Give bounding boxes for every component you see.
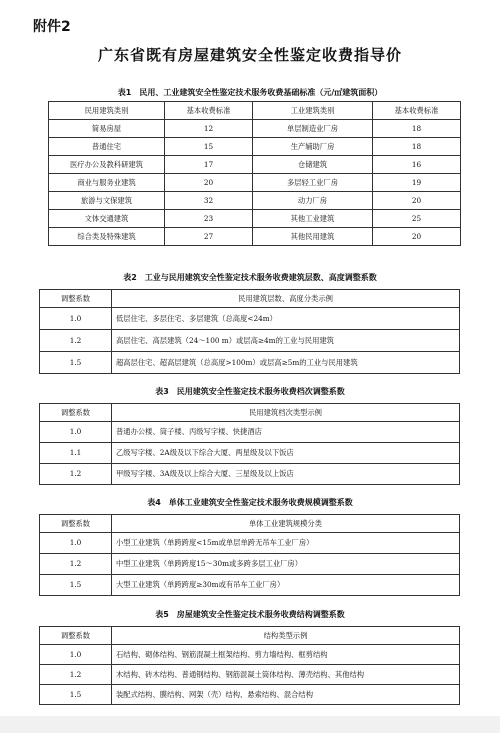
- table-row: [40, 645, 460, 665]
- table-cell: 1.1: [40, 443, 112, 464]
- table-cell: 普通住宅: [49, 138, 165, 156]
- table5-header-row: [40, 627, 460, 645]
- table3-caption: 表3 民用建筑安全性鉴定技术服务收费档次调整系数: [155, 387, 345, 396]
- table3-header-row: [40, 404, 460, 422]
- table-cell: 小型工业建筑（单跨跨度<15m或单层单跨无吊车工业厂房）: [112, 533, 460, 554]
- table4-header-row: [40, 515, 460, 533]
- table-cell: 中型工业建筑（单跨跨度15～30m或多跨多层工业厂房）: [112, 554, 460, 575]
- table-cell: 综合类及特殊建筑: [49, 228, 165, 246]
- table-row: [40, 443, 460, 464]
- table-cell: 32: [165, 192, 253, 210]
- table5-header: 结构类型示例: [112, 627, 460, 645]
- table-row: [40, 685, 460, 705]
- page-bottom-margin: [0, 716, 500, 733]
- table-cell: 20: [165, 174, 253, 192]
- table-cell: 其他工业建筑: [253, 210, 373, 228]
- table-cell: 15: [165, 138, 253, 156]
- table-row: [49, 228, 461, 246]
- table-row: [49, 210, 461, 228]
- table-cell: 超高层住宅、超高层建筑（总高度>100m）或层高≥5m的工业与民用建筑: [112, 352, 460, 374]
- table1-header: 工业建筑类别: [253, 102, 373, 120]
- table-cell: 1.0: [40, 533, 112, 554]
- table-cell: 1.2: [40, 665, 112, 685]
- table-cell: 16: [373, 156, 461, 174]
- table-cell: 单层制造业厂房: [253, 120, 373, 138]
- table-cell: 18: [373, 120, 461, 138]
- table-cell: 石结构、砌体结构、钢筋混凝土框架结构、剪力墙结构、框剪结构: [112, 645, 460, 665]
- table-cell: 12: [165, 120, 253, 138]
- table-cell: 文体交通建筑: [49, 210, 165, 228]
- table3: [39, 403, 460, 485]
- table-cell: 多层轻工业厂房: [253, 174, 373, 192]
- table-cell: 动力厂房: [253, 192, 373, 210]
- table-row: [49, 174, 461, 192]
- table5-header: 调整系数: [40, 627, 112, 645]
- table-row: [40, 665, 460, 685]
- table-cell: 医疗办公及教科研建筑: [49, 156, 165, 174]
- table-row: [40, 308, 460, 330]
- table-cell: 1.0: [40, 422, 112, 443]
- table5-caption: 表5 房屋建筑安全性鉴定技术服务收费结构调整系数: [155, 610, 345, 619]
- table-row: [40, 422, 460, 443]
- table-cell: 普通办公楼、筒子楼、丙级写字楼、快捷酒店: [112, 422, 460, 443]
- table-row: [49, 138, 461, 156]
- table-cell: 27: [165, 228, 253, 246]
- table-cell: 17: [165, 156, 253, 174]
- table1-caption: 表1 民用、工业建筑安全性鉴定技术服务收费基础标准（元/㎡建筑面积）: [117, 88, 383, 97]
- table1-header-row: [49, 102, 461, 120]
- table-row: [40, 464, 460, 485]
- table4-header: 调整系数: [40, 515, 112, 533]
- table-cell: 大型工业建筑（单跨跨度≥30m或有吊车工业厂房）: [112, 575, 460, 596]
- table3-header: 调整系数: [40, 404, 112, 422]
- table-cell: 生产辅助厂房: [253, 138, 373, 156]
- table-cell: 18: [373, 138, 461, 156]
- table-cell: 20: [373, 192, 461, 210]
- table-cell: 1.5: [40, 352, 112, 374]
- table-cell: 其他民用建筑: [253, 228, 373, 246]
- table-cell: 1.2: [40, 464, 112, 485]
- table-cell: 1.5: [40, 685, 112, 705]
- table-row: [40, 533, 460, 554]
- table1-header: 基本收费标准: [165, 102, 253, 120]
- table-row: [40, 330, 460, 352]
- table5: [39, 626, 460, 705]
- table-cell: 23: [165, 210, 253, 228]
- table-cell: 20: [373, 228, 461, 246]
- table3-header: 民用建筑档次类型示例: [112, 404, 460, 422]
- table2: [39, 289, 460, 374]
- table-row: [40, 554, 460, 575]
- table4: [39, 514, 460, 596]
- table-row: [40, 575, 460, 596]
- table4-header: 单体工业建筑规模分类: [112, 515, 460, 533]
- table-row: [49, 192, 461, 210]
- table-cell: 高层住宅、高层建筑（24～100 m）或层高≥4m的工业与民用建筑: [112, 330, 460, 352]
- table-cell: 仓储建筑: [253, 156, 373, 174]
- table-cell: 19: [373, 174, 461, 192]
- table-cell: 装配式结构、膜结构、网架（壳）结构、悬索结构、混合结构: [112, 685, 460, 705]
- table1: [48, 101, 461, 246]
- table-cell: 甲级写字楼、3A级及以上综合大厦、三星级及以上饭店: [112, 464, 460, 485]
- table4-caption: 表4 单体工业建筑安全性鉴定技术服务收费规模调整系数: [147, 498, 353, 507]
- table-cell: 1.5: [40, 575, 112, 596]
- table2-caption: 表2 工业与民用建筑安全性鉴定技术服务收费建筑层数、高度调整系数: [123, 273, 377, 282]
- table2-header-row: [40, 290, 460, 308]
- attachment-label: 附件2: [33, 19, 71, 35]
- table1-header: 民用建筑类别: [49, 102, 165, 120]
- table-cell: 1.2: [40, 554, 112, 575]
- table-cell: 旅游与文保建筑: [49, 192, 165, 210]
- table-cell: 25: [373, 210, 461, 228]
- table-cell: 1.2: [40, 330, 112, 352]
- table-cell: 低层住宅、多层住宅、多层建筑（总高度<24m）: [112, 308, 460, 330]
- table-row: [49, 120, 461, 138]
- table2-header: 调整系数: [40, 290, 112, 308]
- table1-header: 基本收费标准: [373, 102, 461, 120]
- table2-header: 民用建筑层数、高度分类示例: [112, 290, 460, 308]
- table-cell: 商业与服务业建筑: [49, 174, 165, 192]
- document-title: 广东省既有房屋建筑安全性鉴定收费指导价: [97, 46, 402, 64]
- table-cell: 1.0: [40, 308, 112, 330]
- table-row: [49, 156, 461, 174]
- table-cell: 简易房屋: [49, 120, 165, 138]
- table-cell: 木结构、砖木结构、普通钢结构、钢筋混凝土筒体结构、薄壳结构、其他结构: [112, 665, 460, 685]
- table-cell: 乙级写字楼、2A级及以下综合大厦、两星级及以下饭店: [112, 443, 460, 464]
- table-row: [40, 352, 460, 374]
- table-cell: 1.0: [40, 645, 112, 665]
